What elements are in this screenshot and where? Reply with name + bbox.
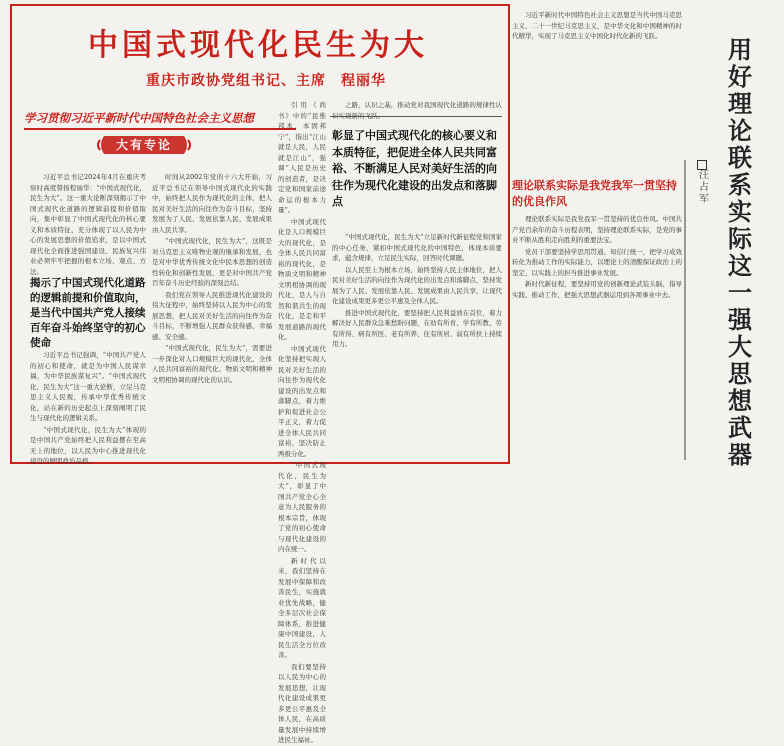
paragraph: 我们要坚持以人民为中心的发展思想，让现代化建设成果更多更公平惠及全体人民，在高质量发展中持续增进民生福祉。 [278,662,326,744]
article-title: 中国式现代化民生为大 [88,28,428,63]
paragraph: 我们党在领导人民推进现代化建设的伟大征程中，始终坚持以人民为中心的发展思想，把人民对美好生活的向往作为奋斗目标，不断增强人民群众获得感、幸福感、安全感。 [152,290,272,341]
paragraph: 引用《尚书》中的“民惟邦本，本固邦宁”，指出“江山就是人民，人民就是江山”，强调“人民是历史的创造者，是决定党和国家前途命运的根本力量”。 [278,101,326,214]
paragraph: 中国式现代化是人口规模巨大的现代化，是全体人民共同富裕的现代化，是物质文明和精神文明相协调的现代化，是人与自然和谐共生的现代化，是走和平发展道路的现代化。 [278,217,326,341]
paragraph: “中国式现代化，民生为大”，需要进一步深化对人口规模巨大的现代化、全体人民共同富裕的现代化、物质文明和精神文明相协调的现代化的认识。 [152,344,272,384]
paragraph: 以人民至上为根本立场，始终坚持人民主体地位，把人民对美好生活的向往作为现代化的出发点和落脚点，坚持发展为了人民、发展依靠人民、发展成果由人民共享，让现代化建设成果更多更公平惠及全体人民。 [332,265,502,305]
paragraph: 时间从2002年党的十六大开始，习近平总书记在领导中国式现代化的实践中，始终把人民作为现代化的主体，把人民对美好生活的向往作为奋斗目标，坚持发展为了人民、发展依靠人民、发展成果由人民共享。 [152,173,272,234]
banner-label: 大有专论 [115,138,172,152]
body-column-d [332,232,502,452]
paragraph: “中国式现代化，民生为大”，彰显了中国共产党全心全意为人民服务的根本宗旨，体现了党的初心使命与现代化建设的内在统一。 [278,461,326,553]
author-marker-icon [697,160,707,170]
paragraph: 之路，认识之基，推动党对我国现代化道路的规律性认 [345,101,502,109]
column-divider [684,160,686,460]
body-column-a-top [30,172,146,276]
paragraph: “中国式现代化，民生为大”立足新时代新征程党和国家的中心任务，紧扣中国式现代化的中国特色，体现本质要求，蕴含规律，立足民生实际，回答时代课题。 [332,233,502,262]
body-column-c [278,100,326,744]
paragraph: 中国式现代化坚持把实现人民对美好生活的向往作为现代化建设的出发点和落脚点，着力维护和促进社会公平正义，着力促进全体人民共同富裕，坚决防止两极分化。 [278,344,326,458]
side-article-author: 汪占军 [699,170,709,205]
paragraph: 理论联系实际是我党我军一贯坚持的优良作风。中国共产党百余年的奋斗历程表明，坚持理论联系实际，是党的事业不断从胜利走向胜利的重要法宝。 [512,215,682,244]
series-divider [24,128,296,130]
series-heading: 学习贯彻习近平新时代中国特色社会主义思想 [24,111,254,125]
side-article-body [512,214,682,454]
body-column-a-bottom [30,350,146,465]
side-article-subtitle: 理论联系实际是我党我军一贯坚持的优良作风 [512,179,677,208]
paragraph: 习近平新时代中国特色社会主义思想是当代中国马克思主义、二十一世纪马克思主义，是中华文化和中国精神的时代精华，实现了马克思主义中国化时代化新的飞跃。 [512,11,682,40]
paragraph: “中国式现代化，民生为大”，这既是对马克思主义唯物史观的继承和发展，也是对中华优秀传统文化中民本思想的创造性转化和创新性发展，更是对中国共产党百年奋斗历史经验的深刻总结。 [152,237,272,287]
body-column-b [152,172,272,452]
article-byline: 重庆市政协党组书记、主席 程丽华 [146,73,386,89]
side-article-intro [512,10,682,160]
paragraph: 推进中国式现代化，要坚持把人民利益放在首位，着力解决好人民群众急难愁盼问题，在幼有所育、学有所教、劳有所得、病有所医、老有所养、住有所居、弱有所扶上持续用力。 [332,308,502,348]
section-heading-2: 彰显了中国式现代化的核心要义和本质特征，把促进全体人民共同富裕、不断满足人民对美好生活的向往作为现代化建设的出发点和落脚点 [332,129,497,208]
body-column-d-top [332,100,502,116]
section-divider [330,116,502,117]
paragraph: 新时代新征程，要坚持用党的创新理论武装头脑、指导实践、推动工作，把强大思想武器运用到各项事业中去。 [512,280,682,299]
paragraph: 习近平总书记强调，“中国共产党人的初心和使命，就是为中国人民谋幸福，为中华民族谋复兴”。“中国式现代化，民生为大”这一重大论断，立足马克思主义人民观，传承中华优秀传统文化，站在新的历史起点上深刻阐明了民生与现代化的逻辑关系。 [30,351,146,422]
column-banner [96,134,192,156]
section-heading-1: 揭示了中国式现代化道路的逻辑前提和价值取向，是当代中国共产党人接续百年奋斗始终坚守的初心使命 [30,277,146,349]
paragraph: 党员干部要坚持学思用贯通、知信行统一，把学习成效转化为推动工作的实际能力，以理论上的清醒保证政治上的坚定，以实践上的担当推进事业发展。 [512,247,682,277]
paragraph: 新时代以来，我们坚持在发展中保障和改善民生，实施就业优先战略，健全多层次社会保障体系，推进健康中国建设，人民生活全方位改善。 [278,556,326,659]
paragraph: 习近平总书记2024年4月在重庆考察时高度赞扬程丽华：“中国式现代化，民生为大”。这一重大论断深刻揭示了中国式现代化道路的逻辑前提和价值取向，集中彰显了中国式现代化的核心要义和本质特征，充分体现了以人民为中心的发展思想的价值追求，是以中国式现代化全面推进强国建设、民族复兴伟业必须牢牢把握的根本立场、观点、方法。 [30,173,146,276]
paragraph: “中国式现代化，民生为大”体现的是中国共产党始终把人民利益摆在至高无上的地位，以人民为中心推进现代化建设的鲜明政治品格。 [30,425,146,465]
side-article-title: 用好理论联系实际这一强大思想武器 [728,35,752,469]
